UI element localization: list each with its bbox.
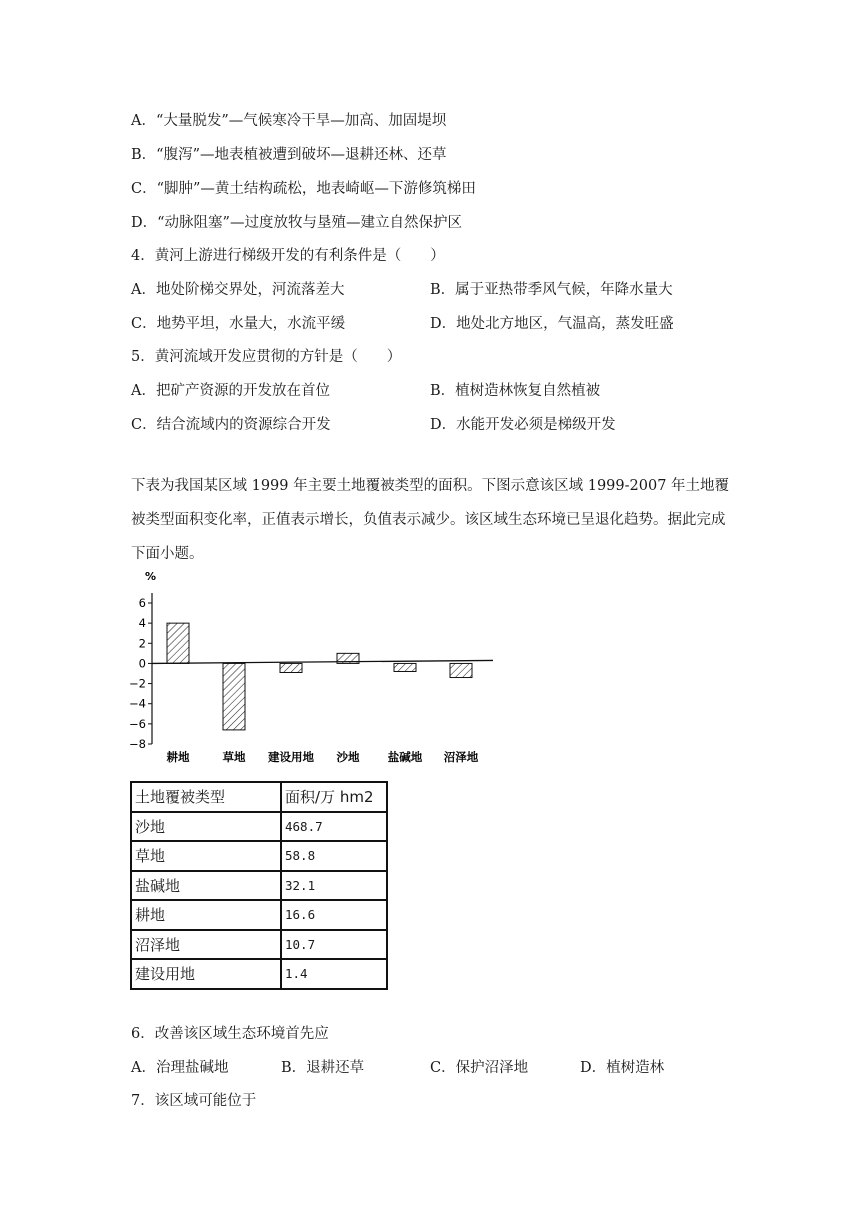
bar-3 <box>337 653 359 663</box>
intro-paragraph: 下表为我国某区域 1999 年主要土地覆被类型的面积。下图示意该区域 1999-2007 年土地覆被类型面积变化率，正值表示增长，负值表示减少。该区域生态环境已呈退化趋势。据此完成下面小题。 <box>131 478 730 562</box>
table-cell-type: 盐碱地 <box>131 871 281 901</box>
q4-stem: 4．黄河上游进行梯级开发的有利条件是（ ） <box>131 248 445 264</box>
x-category-label: 盐碱地 <box>387 750 423 764</box>
q3-option-d: D．“动脉阻塞”—过度放牧与垦殖—建立自然保护区 <box>131 215 462 231</box>
table-cell-type: 沙地 <box>131 812 281 842</box>
y-tick-label: 0 <box>138 656 146 671</box>
table-cell-area: 58.8 <box>281 841 387 871</box>
q4-option-d: D．地处北方地区，气温高，蒸发旺盛 <box>430 316 674 332</box>
bar-0 <box>167 623 189 663</box>
y-tick-label: 4 <box>138 616 146 631</box>
q3-option-c: C．“脚肿”—黄土结构疏松，地表崎岖—下游修筑梯田 <box>131 181 476 197</box>
x-category-label: 沙地 <box>336 750 360 764</box>
table-header-row <box>131 782 387 812</box>
y-tick-label: −4 <box>129 696 146 711</box>
bar-1 <box>223 663 245 729</box>
table-row <box>131 930 387 960</box>
table-cell-area: 10.7 <box>281 930 387 960</box>
x-axis-baseline <box>152 660 493 663</box>
y-tick-label: −8 <box>129 737 146 751</box>
q7-stem: 7．该区域可能位于 <box>131 1093 257 1109</box>
q4-option-c: C．地势平坦，水量大，水流平缓 <box>131 316 346 332</box>
table-cell-type: 建设用地 <box>131 959 281 989</box>
q5-option-c: C．结合流域内的资源综合开发 <box>131 417 331 433</box>
table-header-area: 面积/万 hm2 <box>281 782 387 812</box>
table-cell-area: 32.1 <box>281 871 387 901</box>
q5-stem: 5．黄河流域开发应贯彻的方针是（ ） <box>131 349 402 365</box>
table-cell-area: 1.4 <box>281 959 387 989</box>
q3-option-a: A．“大量脱发”—气候寒冷干旱—加高、加固堤坝 <box>131 113 447 129</box>
q5-option-d: D．水能开发必须是梯级开发 <box>430 417 616 433</box>
y-axis-label: % <box>145 570 157 583</box>
q6-option-a: A．治理盐碱地 <box>131 1060 229 1076</box>
y-tick-label: 2 <box>138 636 146 651</box>
q4-option-a: A．地处阶梯交界处，河流落差大 <box>131 282 345 298</box>
table-cell-area: 16.6 <box>281 900 387 930</box>
table-cell-type: 草地 <box>131 841 281 871</box>
q5-option-a: A．把矿产资源的开发放在首位 <box>131 383 330 399</box>
table-cell-area: 468.7 <box>281 812 387 842</box>
bar-5 <box>450 663 472 677</box>
table-row <box>131 841 387 871</box>
x-category-label: 耕地 <box>166 750 190 764</box>
table-row <box>131 959 387 989</box>
q6-option-b: B．退耕还草 <box>281 1060 365 1076</box>
q6-option-d: D．植树造林 <box>580 1060 665 1076</box>
y-tick-label: 6 <box>138 596 146 610</box>
bar-2 <box>280 663 302 672</box>
q3-option-b: B．“腹泻”—地表植被遭到破坏—退耕还林、还草 <box>131 147 447 163</box>
table-cell-type: 耕地 <box>131 900 281 930</box>
y-tick-label: −2 <box>129 676 146 691</box>
x-category-label: 建设用地 <box>268 750 314 764</box>
q6-option-c: C．保护沼泽地 <box>430 1060 529 1076</box>
land-cover-area-table <box>130 781 388 990</box>
table-header-type: 土地覆被类型 <box>131 782 281 812</box>
table-row <box>131 871 387 901</box>
table-row <box>131 900 387 930</box>
q4-option-b: B．属于亚热带季风气候，年降水量大 <box>430 282 673 298</box>
table-row <box>131 812 387 842</box>
x-category-label: 草地 <box>222 750 246 764</box>
bar-4 <box>394 663 416 671</box>
y-tick-label: −6 <box>129 716 146 731</box>
q5-option-b: B．植树造林恢复自然植被 <box>430 383 601 399</box>
table-cell-type: 沼泽地 <box>131 930 281 960</box>
land-cover-change-chart <box>128 566 500 768</box>
x-category-label: 沼泽地 <box>443 750 479 764</box>
q6-stem: 6．改善该区域生态环境首先应 <box>131 1026 329 1042</box>
